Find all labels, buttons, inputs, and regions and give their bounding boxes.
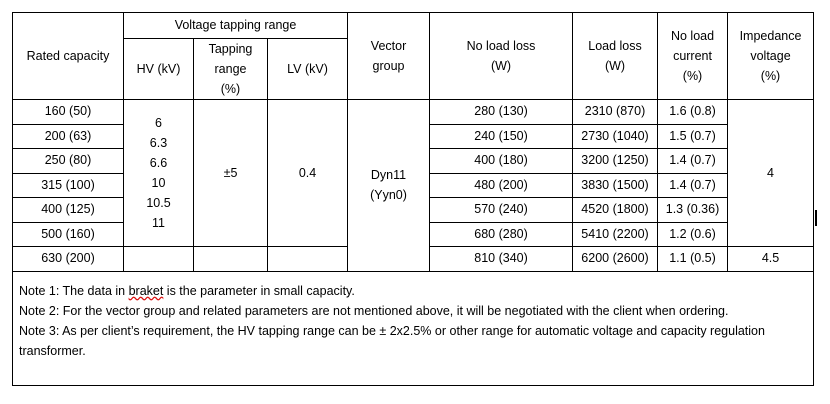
note-1-misspelled-word: braket [128, 283, 164, 298]
cell-capacity: 200 (63) [13, 124, 124, 149]
cell-no-load-loss: 240 (150) [430, 124, 573, 149]
cell-load-loss: 2310 (870) [573, 100, 658, 125]
note-1-start: Note 1: The data in [19, 283, 129, 298]
cell-no-load-current: 1.6 (0.8) [658, 100, 728, 125]
header-lv: LV (kV) [268, 39, 348, 100]
cell-capacity: 400 (125) [13, 198, 124, 223]
cell-load-loss: 6200 (2600) [573, 247, 658, 272]
cell-load-loss: 4520 (1800) [573, 198, 658, 223]
header-load-loss: Load loss (W) [573, 13, 658, 100]
cell-no-load-loss: 400 (180) [430, 149, 573, 174]
cell-tapping-blank [194, 247, 268, 272]
cell-load-loss: 3830 (1500) [573, 173, 658, 198]
header-voltage-tapping-range: Voltage tapping range [124, 13, 348, 39]
header-hv: HV (kV) [124, 39, 194, 100]
notes-cell [13, 271, 814, 385]
cell-no-load-loss: 680 (280) [430, 222, 573, 247]
header-tapping-range: Tapping range (%) [194, 39, 268, 100]
note-1-end: is the parameter in small capacity. [163, 283, 355, 298]
cell-no-load-current: 1.3 (0.36) [658, 198, 728, 223]
cell-lv-blank [268, 247, 348, 272]
cell-capacity: 250 (80) [13, 149, 124, 174]
cell-no-load-current: 1.2 (0.6) [658, 222, 728, 247]
cell-no-load-current: 1.4 (0.7) [658, 173, 728, 198]
notes-row [13, 271, 814, 385]
cell-no-load-current: 1.1 (0.5) [658, 247, 728, 272]
header-row-1 [13, 13, 814, 39]
header-rated-capacity: Rated capacity [13, 13, 124, 100]
cell-hv-blank [124, 247, 194, 272]
cell-no-load-loss: 810 (340) [430, 247, 573, 272]
header-impedance-voltage: Impedance voltage (%) [728, 13, 814, 100]
cell-no-load-loss: 570 (240) [430, 198, 573, 223]
header-vector-group: Vector group [348, 13, 430, 100]
cell-vector-group: Dyn11 (Yyn0) [348, 100, 430, 272]
cell-capacity: 500 (160) [13, 222, 124, 247]
cell-no-load-current: 1.5 (0.7) [658, 124, 728, 149]
header-no-load-loss: No load loss (W) [430, 13, 573, 100]
cell-load-loss: 2730 (1040) [573, 124, 658, 149]
cell-capacity: 160 (50) [13, 100, 124, 125]
cell-no-load-loss: 480 (200) [430, 173, 573, 198]
cell-load-loss: 5410 (2200) [573, 222, 658, 247]
cell-load-loss: 3200 (1250) [573, 149, 658, 174]
cell-hv-values: 6 6.3 6.6 10 10.5 11 [124, 100, 194, 247]
cell-tapping: ±5 [194, 100, 268, 247]
note-1 [19, 281, 811, 301]
header-no-load-current: No load current (%) [658, 13, 728, 100]
cell-capacity: 630 (200) [13, 247, 124, 272]
cell-no-load-loss: 280 (130) [430, 100, 573, 125]
text-cursor-icon [815, 210, 817, 226]
cell-lv: 0.4 [268, 100, 348, 247]
cell-no-load-current: 1.4 (0.7) [658, 149, 728, 174]
cell-impedance-main: 4 [728, 100, 814, 247]
cell-impedance-last: 4.5 [728, 247, 814, 272]
transformer-spec-table [12, 12, 814, 386]
cell-capacity: 315 (100) [13, 173, 124, 198]
note-3: Note 3: As per client’s requirement, the HV tapping range can be ± 2x2.5% or other range for automatic voltage and capacity regulation transformer. [19, 323, 765, 358]
table-row [13, 100, 814, 125]
note-2: Note 2: For the vector group and related parameters are not mentioned above, it will be negotiated with the client when ordering. [19, 303, 729, 318]
